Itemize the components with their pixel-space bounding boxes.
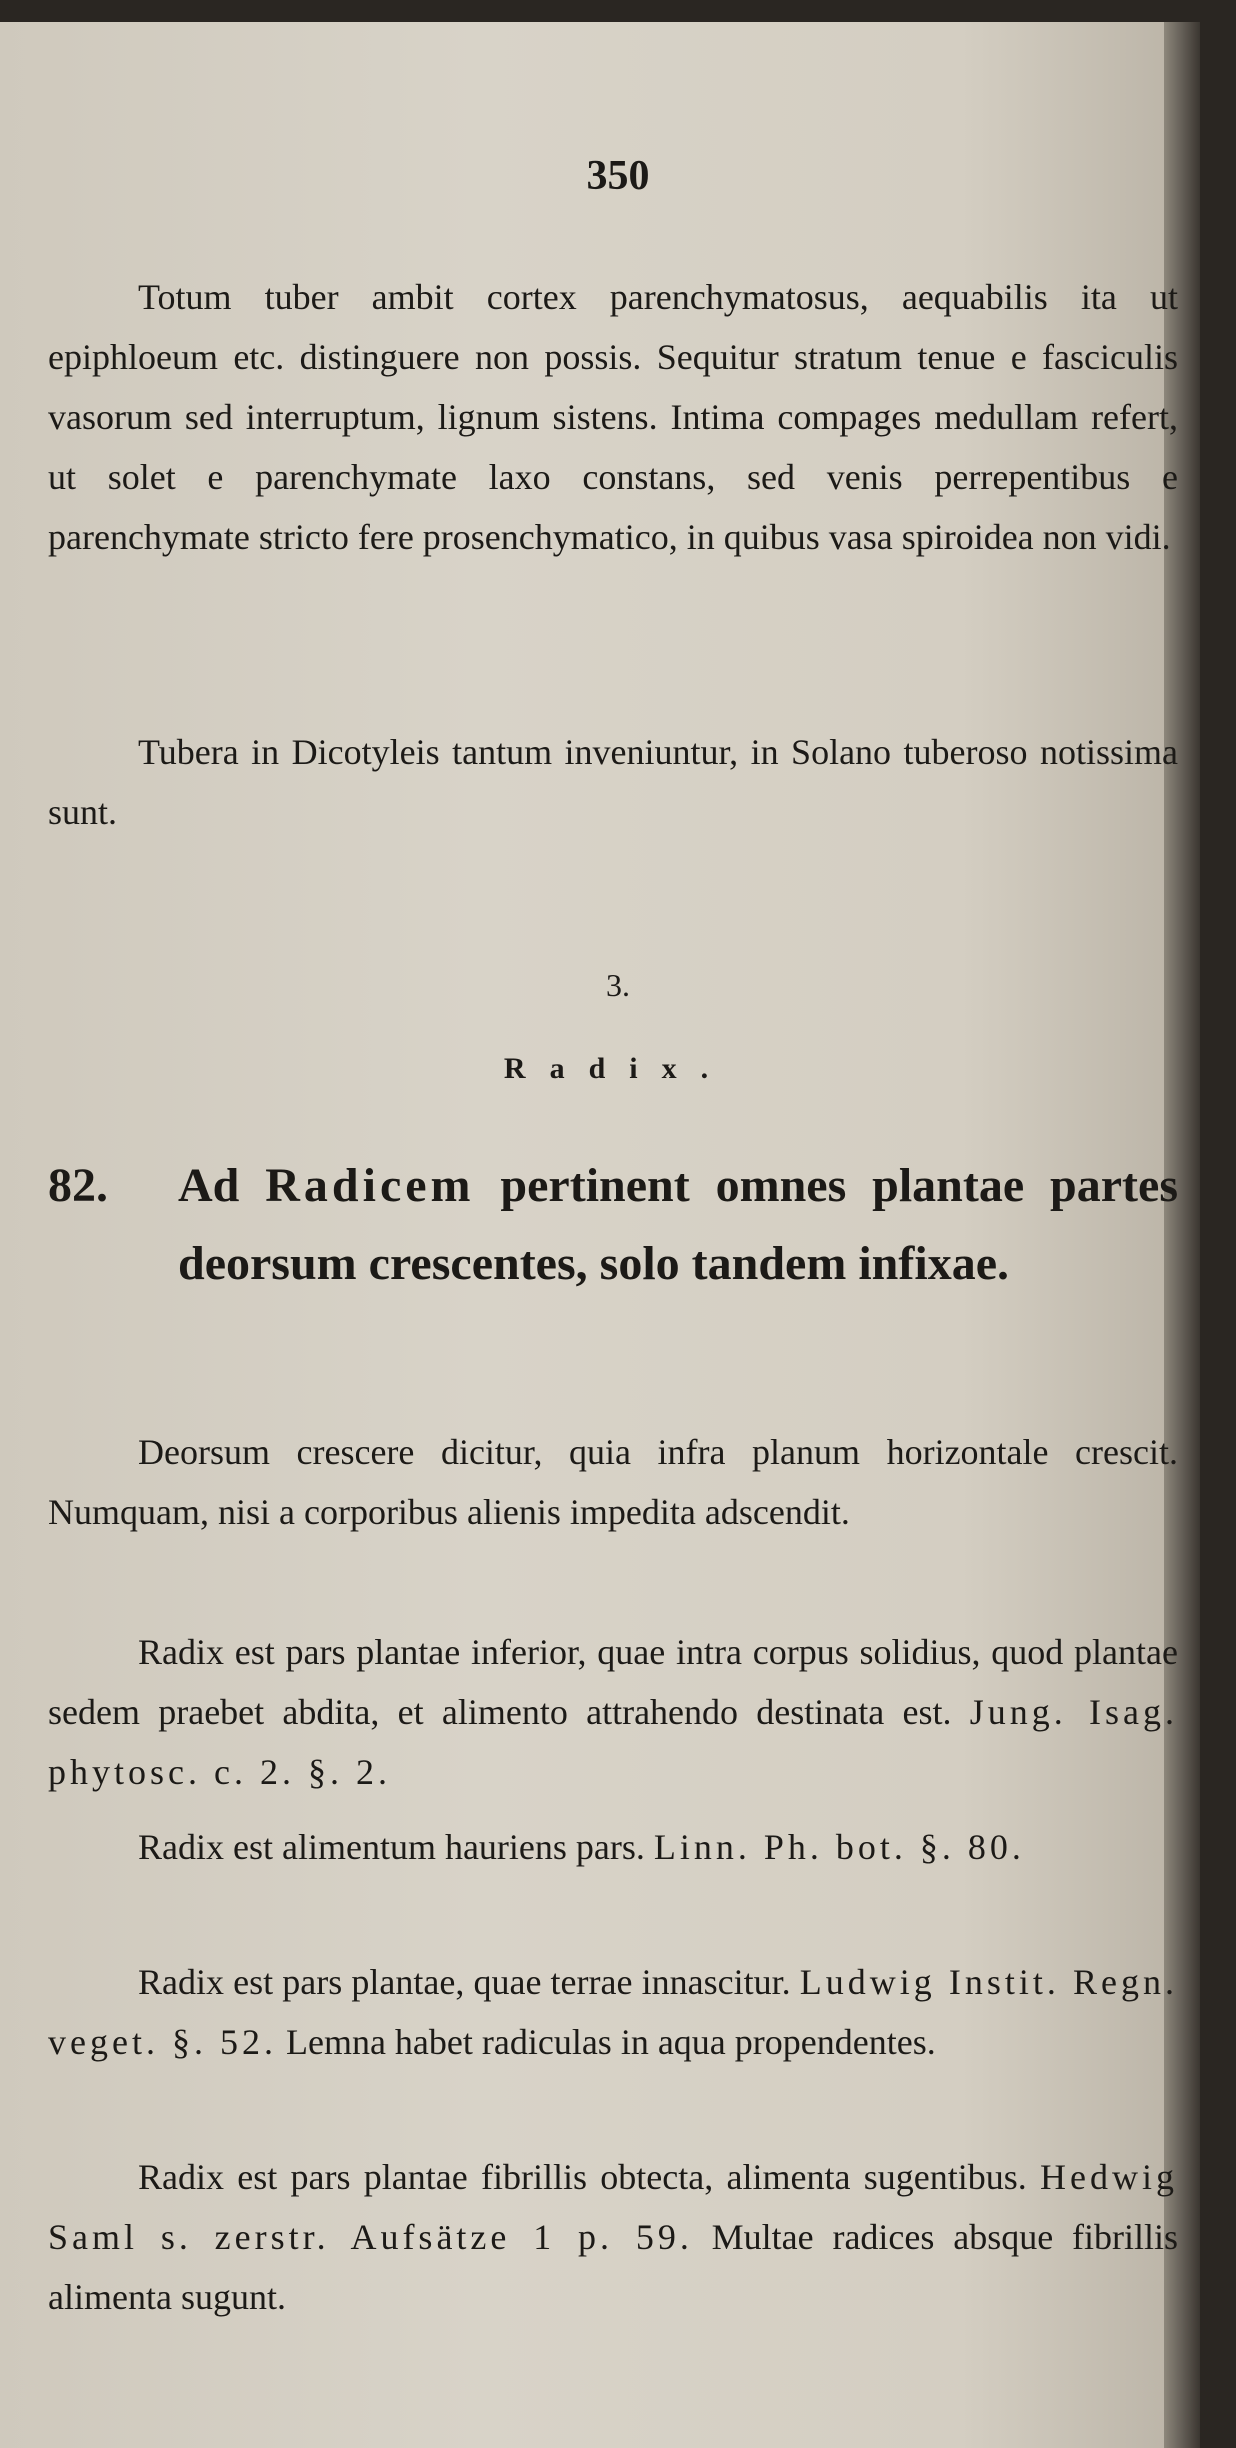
paragraph-hedwig — [48, 2147, 1178, 2327]
paragraph-ludwig — [48, 1952, 1178, 2072]
paragraph-text — [48, 1952, 1178, 2072]
thesis-after: pertinent omnes plantae partes deorsum crescentes, solo tandem infixae. — [178, 1159, 1179, 1290]
paragraph-tubera — [48, 722, 1178, 842]
paragraph-jung — [48, 1622, 1178, 1802]
thesis-number: 82. — [48, 1159, 108, 1212]
thesis-spaced-word: Radicem — [265, 1159, 475, 1212]
definition-text: Radix est pars plantae, quae terrae innascitur. — [138, 1962, 800, 2002]
thesis-text — [178, 1147, 1178, 1303]
paragraph-linn — [48, 1817, 1178, 1877]
section-number: 3. — [606, 967, 630, 1003]
section-title: Radix. — [503, 1052, 733, 1085]
remark-text: Multae radices absque fibrillis alimenta sugunt. — [48, 2217, 1178, 2317]
paragraph-tuber-cortex — [48, 267, 1178, 567]
citation: Ludwig Instit. Regn. veget. §. 52. — [48, 1962, 1178, 2062]
paragraph-text — [48, 1622, 1178, 1802]
paragraph-text — [48, 1817, 1178, 1877]
paragraph-deorsum — [48, 1422, 1178, 1542]
thesis-82 — [48, 1147, 1178, 1303]
page-number: 350 — [586, 153, 650, 199]
definition-text: Radix est pars plantae fibrillis obtecta, alimenta sugentibus. — [138, 2157, 1041, 2197]
thesis-before: Ad — [178, 1159, 266, 1212]
paragraph-text: Totum tuber ambit cortex parenchymatosus, aequabilis ita ut epiphloeum etc. distinguere non possis. Sequitur stratum tenue e fasciculis vasorum sed interruptum, lignum sistens. Intima compages medullam refert, ut solet e parenchymate laxo constans, sed venis perrepentibus e parenchymate stricto fere prosenchymatico, in quibus vasa spiroidea non vidi. — [48, 277, 1178, 557]
book-page — [0, 22, 1200, 2448]
citation: Linn. Ph. bot. §. 80. — [653, 1827, 1025, 1867]
remark-text: Lemna habet radiculas in aqua propendentes. — [276, 2022, 936, 2062]
citation: Jung. Isag. phytosc. c. 2. §. 2. — [48, 1692, 1178, 1792]
definition-text: Radix est pars plantae inferior, quae intra corpus solidius, quod plantae sedem praebet abdita, et alimento attrahendo destinata est. — [48, 1632, 1178, 1732]
citation: Hedwig Saml s. zerstr. Aufsätze 1 p. 59. — [48, 2157, 1178, 2257]
paragraph-text: Deorsum crescere dicitur, quia infra planum horizontale crescit. Numquam, nisi a corporibus alienis impedita adscendit. — [48, 1432, 1178, 1532]
paragraph-text — [48, 2147, 1178, 2327]
definition-text: Radix est alimentum hauriens pars. — [138, 1827, 654, 1867]
paragraph-text: Tubera in Dicotyleis tantum inveniuntur, in Solano tuberoso notissima sunt. — [48, 732, 1178, 832]
